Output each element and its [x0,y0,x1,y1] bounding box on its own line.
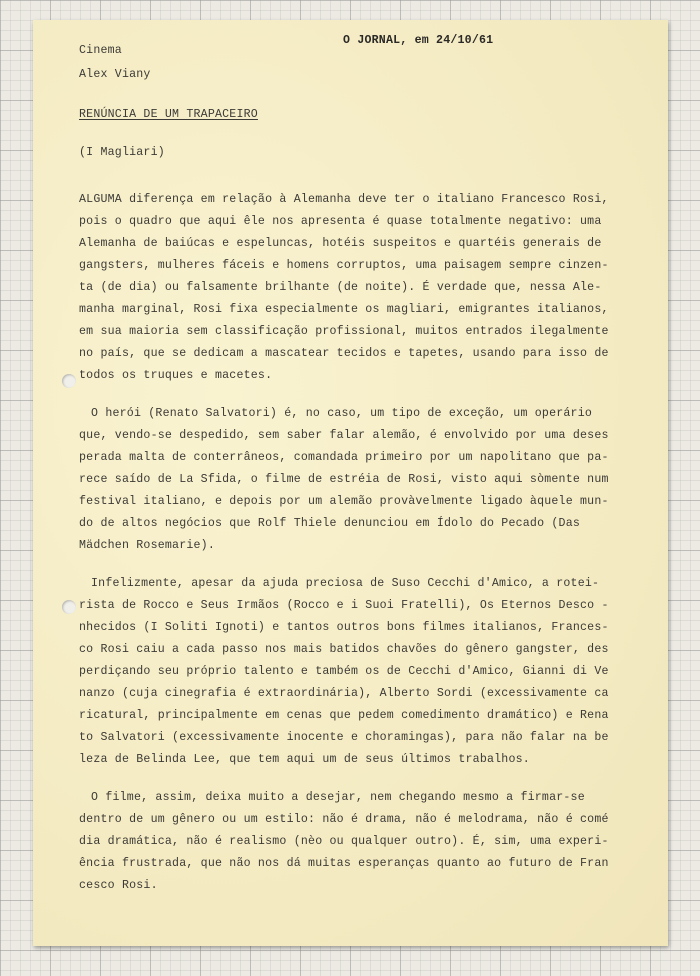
body-line: co Rosi caiu a cada passo nos mais batidos chavões do gênero gangster, des [79,643,609,656]
body-line: gangsters, mulheres fáceis e homens corruptos, uma paisagem sempre cinzen- [79,259,609,272]
body-line: perada malta de conterrâneos, comandada primeiro por um napolitano que pa- [79,451,609,464]
body-line: ricatural, principalmente em cenas que pedem comedimento dramático) e Rena [79,709,609,722]
body-line: Infelizmente, apesar da ajuda preciosa de Suso Cecchi d'Amico, a rotei- [91,577,600,590]
article-title: RENÚNCIA DE UM TRAPACEIRO [79,108,258,121]
typewritten-page [33,20,668,946]
body-line: manha marginal, Rosi fixa especialmente os magliari, emigrantes italianos, [79,303,609,316]
body-line: ência frustrada, que não nos dá muitas esperanças quanto ao futuro de Fran [79,857,609,870]
body-line: perdiçando seu próprio talento e também os de Cecchi d'Amico, Gianni di Ve [79,665,609,678]
newspaper-dateline: O JORNAL, em 24/10/61 [343,34,494,47]
body-line: ta (de dia) ou falsamente brilhante (de noite). É verdade que, nessa Ale- [79,281,602,294]
body-line: festival italiano, e depois por um alemão provàvelmente ligado àquele mun- [79,495,609,508]
punch-hole [62,600,76,614]
body-line: rista de Rocco e Seus Irmãos (Rocco e i Suoi Fratelli), Os Eternos Desco - [79,599,609,612]
body-line: todos os truques e macetes. [79,369,273,382]
body-line: ALGUMA diferença em relação à Alemanha deve ter o italiano Francesco Rosi, [79,193,609,206]
body-line: dentro de um gênero ou um estilo: não é drama, não é melodrama, não é comé [79,813,609,826]
body-line: nanzo (cuja cinegrafia é extraordinária), Alberto Sordi (excessivamente ca [79,687,609,700]
body-line: O herói (Renato Salvatori) é, no caso, um tipo de exceção, um operário [91,407,593,420]
original-film-title: (I Magliari) [79,146,165,159]
author-name: Alex Viany [79,68,151,81]
punch-hole [62,374,76,388]
body-line: O filme, assim, deixa muito a desejar, nem chegando mesmo a firmar-se [91,791,585,804]
body-line: que, vendo-se despedido, sem saber falar alemão, é envolvido por uma deses [79,429,609,442]
body-line: to Salvatori (excessivamente inocente e choramingas), para não falar na be [79,731,609,744]
body-line: dia dramática, não é realismo (nèo ou qualquer outro). É, sim, uma experi- [79,835,609,848]
body-line: cesco Rosi. [79,879,158,892]
body-line: em sua maioria sem classificação profissional, muitos entrados ilegalmente [79,325,609,338]
body-line: Alemanha de baiúcas e espeluncas, hotéis suspeitos e quartéis generais de [79,237,602,250]
body-line: leza de Belinda Lee, que tem aqui um de seus últimos trabalhos. [79,753,530,766]
section-label: Cinema [79,44,122,57]
body-line: pois o quadro que aqui êle nos apresenta é quase totalmente negativo: uma [79,215,602,228]
body-line: Mädchen Rosemarie). [79,539,215,552]
body-line: rece saído de La Sfida, o filme de estréia de Rosi, visto aqui sòmente num [79,473,609,486]
body-line: no país, que se dedicam a mascatear tecidos e tapetes, usando para isso de [79,347,609,360]
body-line: nhecidos (I Soliti Ignoti) e tantos outros bons filmes italianos, Frances- [79,621,609,634]
body-line: do de altos negócios que Rolf Thiele denunciou em Ídolo do Pecado (Das [79,517,581,530]
